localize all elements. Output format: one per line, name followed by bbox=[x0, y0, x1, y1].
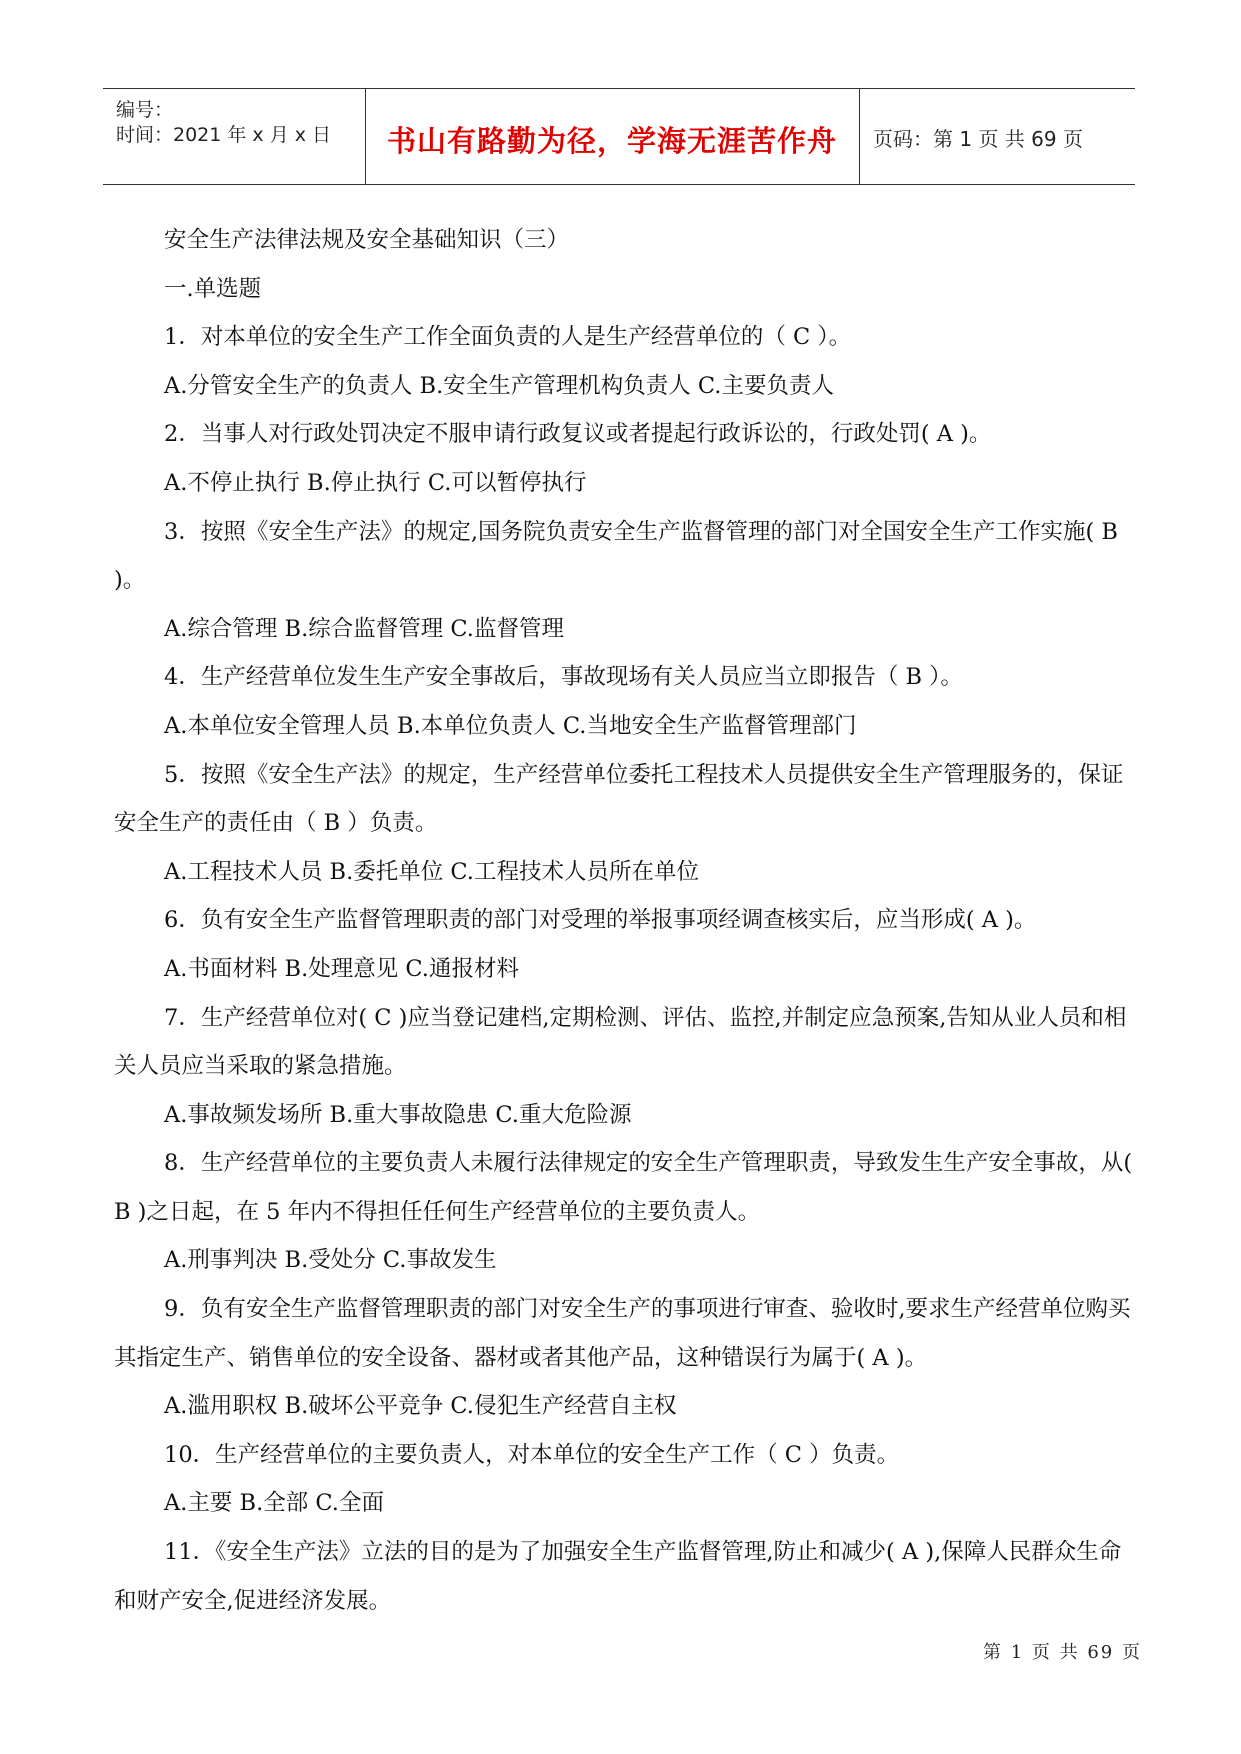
date-label: 时间：2021 年 x 月 x 日 bbox=[116, 124, 332, 146]
question-7: 7．生产经营单位对( C )应当登记建档,定期检测、评估、监控,并制定应急预案,告知从业人员和相关人员应当采取的紧急措施。 bbox=[114, 1004, 1127, 1080]
document-header bbox=[103, 88, 1135, 185]
page-footer: 第 1 页 共 69 页 bbox=[983, 1642, 1142, 1663]
options-2: A.不停止执行 B.停止执行 C.可以暂停执行 bbox=[164, 469, 587, 496]
header-page-cell bbox=[859, 89, 1135, 184]
header-motto-cell bbox=[365, 89, 860, 184]
options-5: A.工程技术人员 B.委托单位 C.工程技术人员所在单位 bbox=[164, 858, 699, 885]
header-meta-cell bbox=[103, 89, 366, 184]
document-body bbox=[114, 216, 1134, 1625]
serial-number-label: 编号： bbox=[116, 99, 174, 121]
motto-text: 书山有路勤为径，学海无涯苦作舟 bbox=[386, 124, 837, 158]
question-2: 2．当事人对行政处罚决定不服申请行政复议或者提起行政诉讼的，行政处罚( A )。 bbox=[164, 421, 992, 448]
question-3: 3．按照《安全生产法》的规定,国务院负责安全生产监督管理的部门对全国安全生产工作实施( B )。 bbox=[114, 518, 1118, 594]
section-heading: 一.单选题 bbox=[164, 275, 262, 302]
options-9: A.滥用职权 B.破坏公平竞争 C.侵犯生产经营自主权 bbox=[164, 1393, 677, 1420]
options-7: A.事故频发场所 B.重大事故隐患 C.重大危险源 bbox=[164, 1101, 632, 1128]
question-6: 6．负有安全生产监督管理职责的部门对受理的举报事项经调查核实后，应当形成( A )。 bbox=[164, 907, 1037, 934]
options-3: A.综合管理 B.综合监督管理 C.监督管理 bbox=[164, 615, 564, 642]
page-number-info: 页码：第 1 页 共 69 页 bbox=[873, 127, 1083, 151]
question-1: 1．对本单位的安全生产工作全面负责的人是生产经营单位的（ C ）。 bbox=[164, 324, 852, 351]
question-4: 4．生产经营单位发生生产安全事故后，事故现场有关人员应当立即报告（ B ）。 bbox=[164, 664, 963, 691]
options-6: A.书面材料 B.处理意见 C.通报材料 bbox=[164, 955, 519, 982]
options-1: A.分管安全生产的负责人 B.安全生产管理机构负责人 C.主要负责人 bbox=[164, 372, 834, 399]
question-11: 11．《安全生产法》立法的目的是为了加强安全生产监督管理,防止和减少( A ),保障人民群众生命和财产安全,促进经济发展。 bbox=[114, 1539, 1122, 1614]
question-9: 9．负有安全生产监督管理职责的部门对安全生产的事项进行审查、验收时,要求生产经营单位购买其指定生产、销售单位的安全设备、器材或者其他产品，这种错误行为属于( A )。 bbox=[114, 1296, 1131, 1371]
question-10: 10．生产经营单位的主要负责人，对本单位的安全生产工作（ C ）负责。 bbox=[164, 1441, 900, 1468]
question-8: 8．生产经营单位的主要负责人未履行法律规定的安全生产管理职责，导致发生生产安全事故，从( B )之日起，在 5 年内不得担任任何生产经营单位的主要负责人。 bbox=[114, 1150, 1133, 1225]
options-4: A.本单位安全管理人员 B.本单位负责人 C.当地安全生产监督管理部门 bbox=[164, 712, 857, 739]
question-5: 5．按照《安全生产法》的规定，生产经营单位委托工程技术人员提供安全生产管理服务的，保证安全生产的责任由（ B ）负责。 bbox=[114, 761, 1124, 837]
options-8: A.刑事判决 B.受处分 C.事故发生 bbox=[164, 1247, 497, 1274]
options-10: A.主要 B.全部 C.全面 bbox=[164, 1490, 384, 1517]
document-title: 安全生产法律法规及安全基础知识（三） bbox=[164, 227, 570, 253]
